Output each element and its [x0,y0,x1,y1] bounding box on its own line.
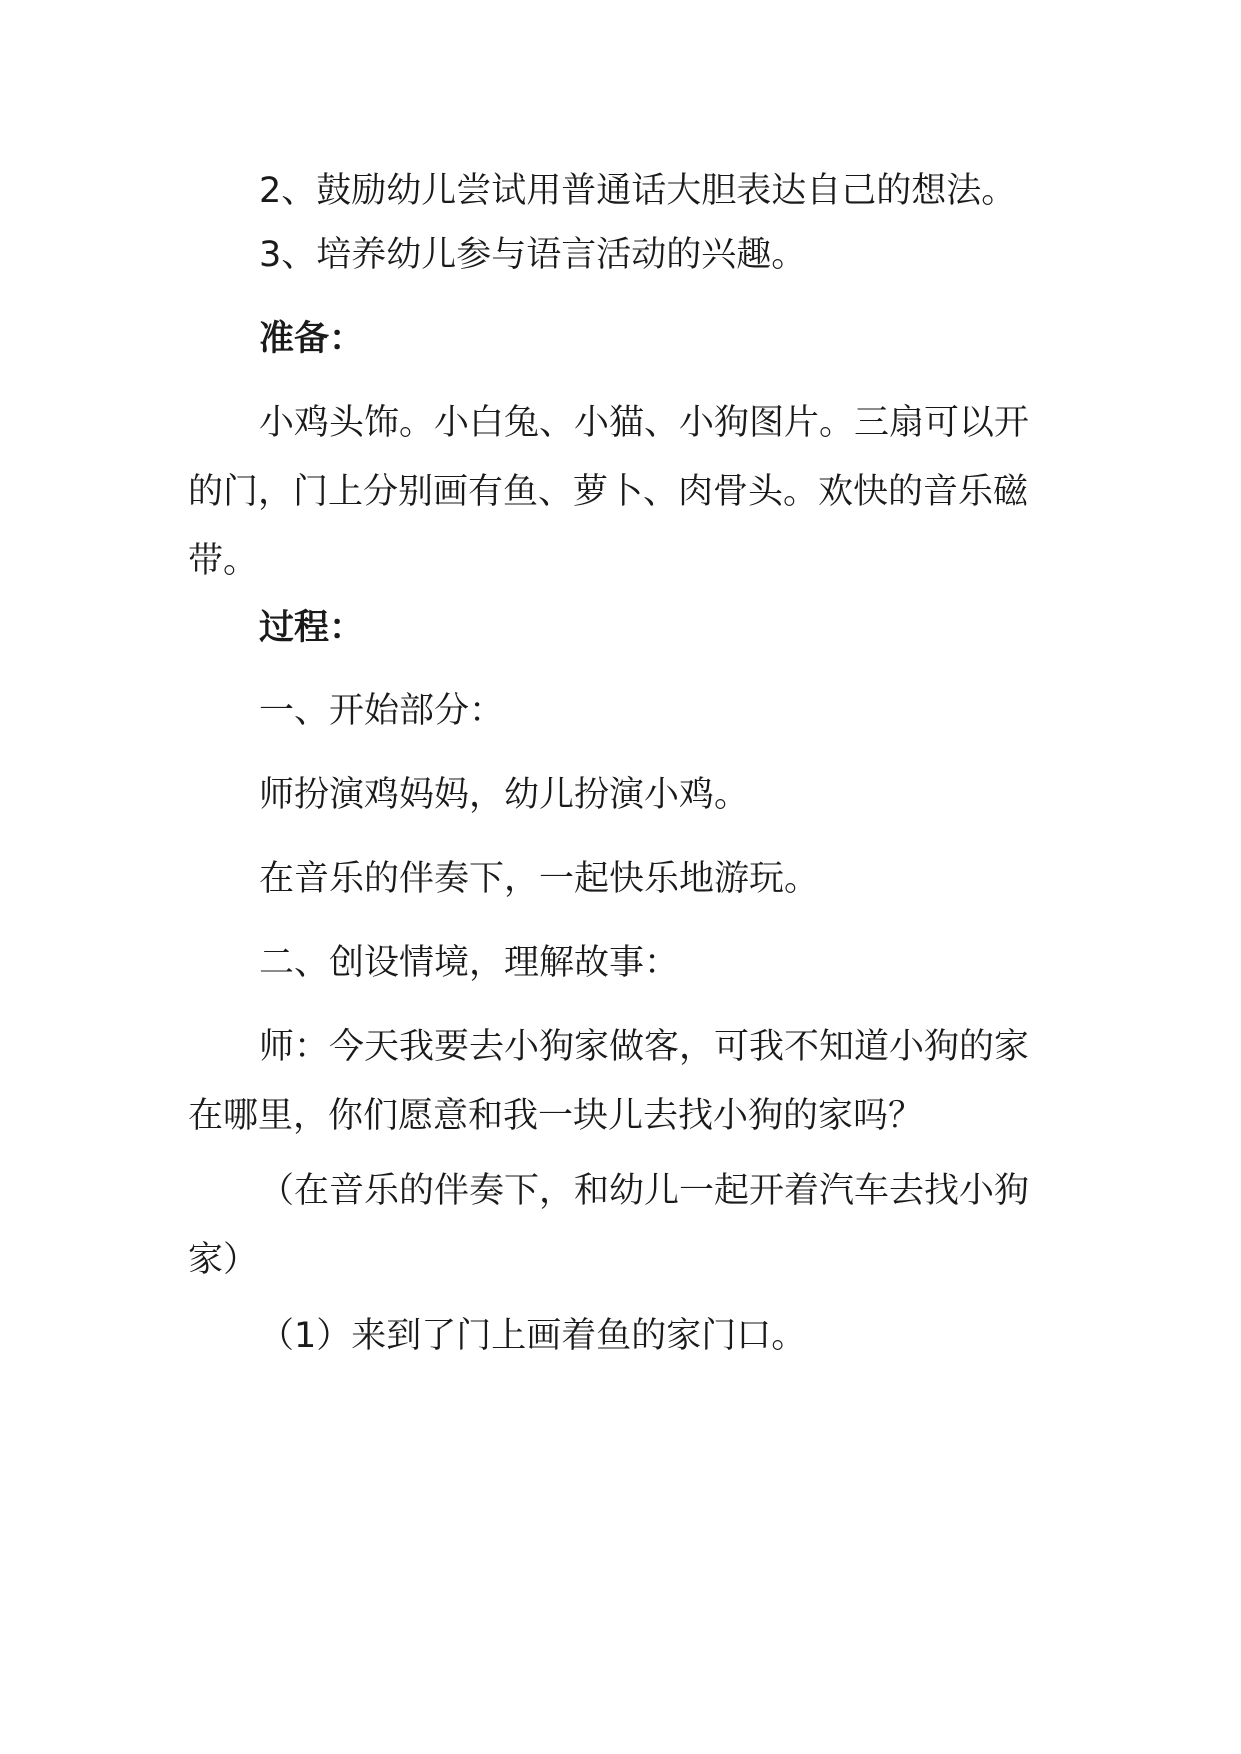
preparation-heading: 准备： [259,319,365,359]
roleplay-paragraph: 师扮演鸡妈妈，幼儿扮演小鸡。 [259,775,750,815]
goal-3-paragraph: 3、培养幼儿参与语言活动的兴趣。 [259,235,807,275]
process-heading: 过程： [259,608,365,648]
section-1-heading: 一、开始部分： [259,691,505,731]
section-2-heading: 二、创设情境，理解故事： [259,943,680,983]
goal-2-paragraph: 2、鼓励幼儿尝试用普通话大胆表达自己的想法。 [259,171,1017,211]
preparation-paragraph: 小鸡头饰。小白兔、小猫、小狗图片。三扇可以开的门，门上分别画有鱼、萝卜、肉骨头。欢快的音乐磁带。 [188,403,1030,581]
teacher-speech-paragraph: 师：今天我要去小狗家做客，可我不知道小狗的家在哪里，你们愿意和我一块儿去找小狗的家吗？ [188,1027,1030,1136]
step-1-paragraph: （1）来到了门上画着鱼的家门口。 [259,1316,807,1356]
stage-direction-paragraph: （在音乐的伴奏下，和幼儿一起开着汽车去找小狗家） [188,1171,1030,1280]
music-play-paragraph: 在音乐的伴奏下，一起快乐地游玩。 [259,859,820,899]
